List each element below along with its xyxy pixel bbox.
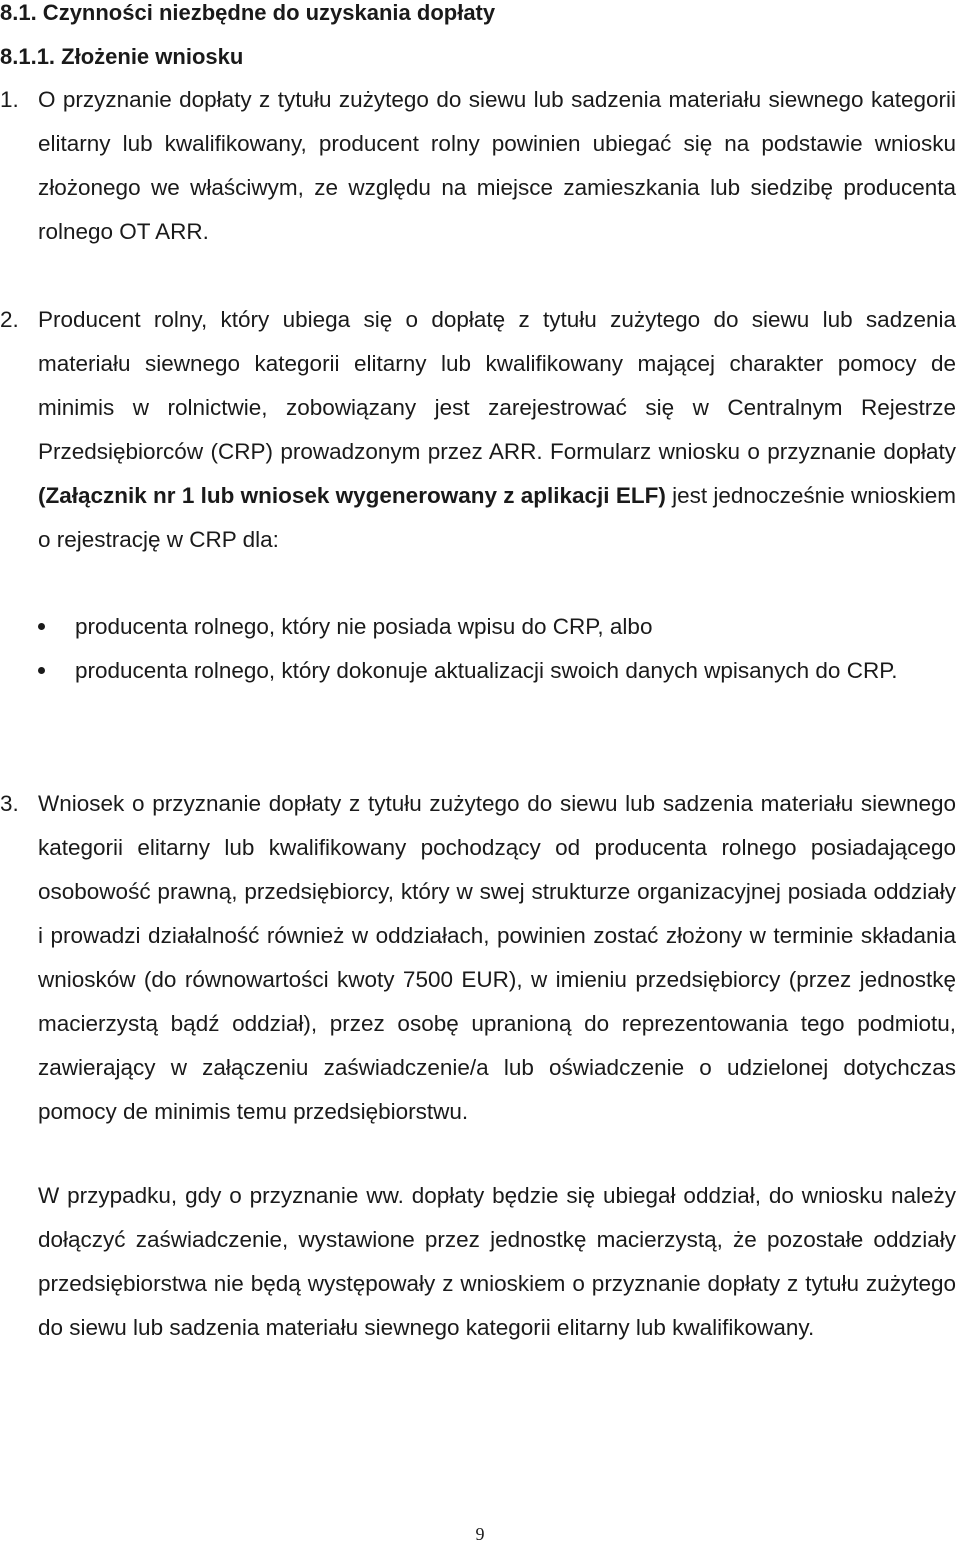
item-3-text: Wniosek o przyznanie dopłaty z tytułu zużytego do siewu lub sadzenia materiału siewnego kategorii elitarny lub kwalifikowany pochodzący od producenta rolnego posiadającego osobowość prawną, przedsiębiorcy, który w swej strukturze organizacyjnej posiada oddziały i prowadzi działalność również w oddziałach, powinien zostać złożony w terminie składania wniosków (do równowartości kwoty 7500 EUR), w imieniu przedsiębiorcy (przez jednostkę macierzystą bądź oddział), przez osobę upranioną do reprezentowania tego podmiotu, zawierający w załączeniu zaświadczenie/a lub oświadczenie o udzielonej dotychczas pomocy de minimis temu przedsiębiorstwu. bbox=[38, 791, 956, 1124]
list-item-text: producenta rolnego, który dokonuje aktualizacji swoich danych wpisanych do CRP. bbox=[75, 658, 898, 683]
subsection-heading: 8.1.1. Złożenie wniosku bbox=[0, 44, 244, 69]
item-1-number: 1. bbox=[0, 87, 19, 112]
item-2-text-start: Producent rolny, który ubiega się o dopłatę z tytułu zużytego do siewu lub sadzenia materiału siewnego kategorii elitarny lub kwalifikowany mającej charakter pomocy de minimis w rolnictwie, zobowiązany jest zarejestrować się w Centralnym Rejestrze Przedsiębiorców (CRP) prowadzonym przez ARR. Formularz wniosku o przyznanie dopłaty bbox=[38, 307, 956, 464]
crp-bullet-list bbox=[38, 605, 956, 693]
section-heading: 8.1. Czynności niezbędne do uzyskania dopłaty bbox=[0, 0, 496, 25]
item-2-paragraph bbox=[38, 298, 956, 562]
item-2-bold-reference: (Załącznik nr 1 lub wniosek wygenerowany z aplikacji ELF) bbox=[38, 483, 666, 508]
list-item bbox=[38, 605, 956, 649]
list-item-text: producenta rolnego, który nie posiada wpisu do CRP, albo bbox=[75, 614, 653, 639]
item-2-number: 2. bbox=[0, 307, 19, 332]
page-number: 9 bbox=[475, 1524, 485, 1544]
list-item bbox=[38, 649, 956, 693]
item-3-continuation: W przypadku, gdy o przyznanie ww. dopłaty będzie się ubiegał oddział, do wniosku należy dołączyć zaświadczenie, wystawione przez jednostkę macierzystą, że pozostałe oddziały przedsiębiorstwa nie będą występowały z wnioskiem o przyznanie dopłaty z tytułu zużytego do siewu lub sadzenia materiału siewnego kategorii elitarny lub kwalifikowany. bbox=[38, 1183, 956, 1340]
item-2-text-end: jest jednocześnie wnioskiem o rejestrację w CRP dla: bbox=[38, 483, 957, 552]
item-1-text: O przyznanie dopłaty z tytułu zużytego do siewu lub sadzenia materiału siewnego kategorii elitarny lub kwalifikowany, producent rolny powinien ubiegać się na podstawie wniosku złożonego we właściwym, ze względu na miejsce zamieszkania lub siedzibę producenta rolnego OT ARR. bbox=[38, 87, 956, 244]
bullet-icon bbox=[38, 623, 45, 630]
item-3-number: 3. bbox=[0, 791, 19, 816]
bullet-icon bbox=[38, 667, 45, 674]
